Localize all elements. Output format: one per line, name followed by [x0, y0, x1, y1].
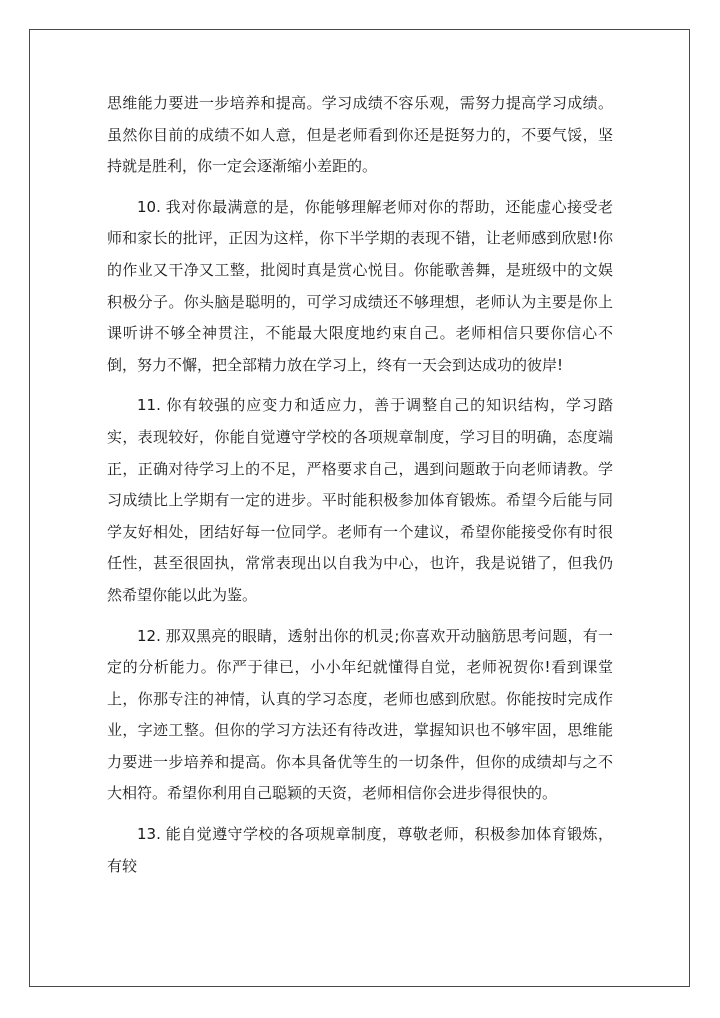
paragraph-12: [107, 621, 613, 811]
paragraph-number: 10.: [137, 197, 161, 216]
paragraph-number: 11.: [137, 396, 161, 415]
paragraph-11: [107, 390, 613, 611]
paragraph-number: 12.: [137, 626, 161, 645]
paragraph-continued: [107, 88, 613, 183]
paragraph-text: 我对你最满意的是，你能够理解老师对你的帮助，还能虚心接受老师和家长的批评，正因为这样，你下半学期的表现不错，让老师感到欣慰!你的作业又干净又工整，批阅时真是赏心悦目。你能歌善舞，是班级中的文娱积极分子。你头脑是聪明的，可学习成绩还不够理想，老师认为主要是你上课听讲不够全神贯注，不能最大限度地约束自己。老师相信只要你信心不倒，努力不懈，把全部精力放在学习上，终有一天会到达成功的彼岸!: [107, 197, 613, 374]
paragraph-text: 能自觉遵守学校的各项规章制度，尊敬老师，积极参加体育锻炼，有较: [107, 825, 613, 875]
paragraph-text: 你有较强的应变力和适应力，善于调整自己的知识结构，学习踏实，表现较好，你能自觉遵守学校的各项规章制度，学习目的明确，态度端正，正确对待学习上的不足，严格要求自己，遇到问题敢于向老师请教。学习成绩比上学期有一定的进步。平时能积极参加体育锻炼。希望今后能与同学友好相处，团结好每一位同学。老师有一个建议，希望你能接受你有时很任性，甚至很固执，常常表现出以自我为中心，也许，我是说错了，但我仍然希望你能以此为鉴。: [107, 396, 613, 604]
paragraph-13: [107, 819, 613, 882]
paragraph-text: 思维能力要进一步培养和提高。学习成绩不容乐观，需努力提高学习成绩。虽然你目前的成绩不如人意，但是老师看到你还是挺努力的，不要气馁，坚持就是胜利，你一定会逐渐缩小差距的。: [107, 94, 613, 176]
paragraph-10: [107, 192, 613, 382]
paragraph-number: 13.: [137, 825, 161, 844]
document-body: [107, 88, 613, 882]
paragraph-text: 那双黑亮的眼睛，透射出你的机灵;你喜欢开动脑筋思考问题，有一定的分析能力。你严于律已，小小年纪就懂得自觉，老师祝贺你!看到课堂上，你那专注的神情，认真的学习态度，老师也感到欣慰。你能按时完成作业，字迹工整。但你的学习方法还有待改进，掌握知识也不够牢固，思维能力要进一步培养和提高。你本具备优等生的一切条件，但你的成绩却与之不大相符。希望你利用自己聪颖的天资，老师相信你会进步得很快的。: [107, 626, 613, 803]
